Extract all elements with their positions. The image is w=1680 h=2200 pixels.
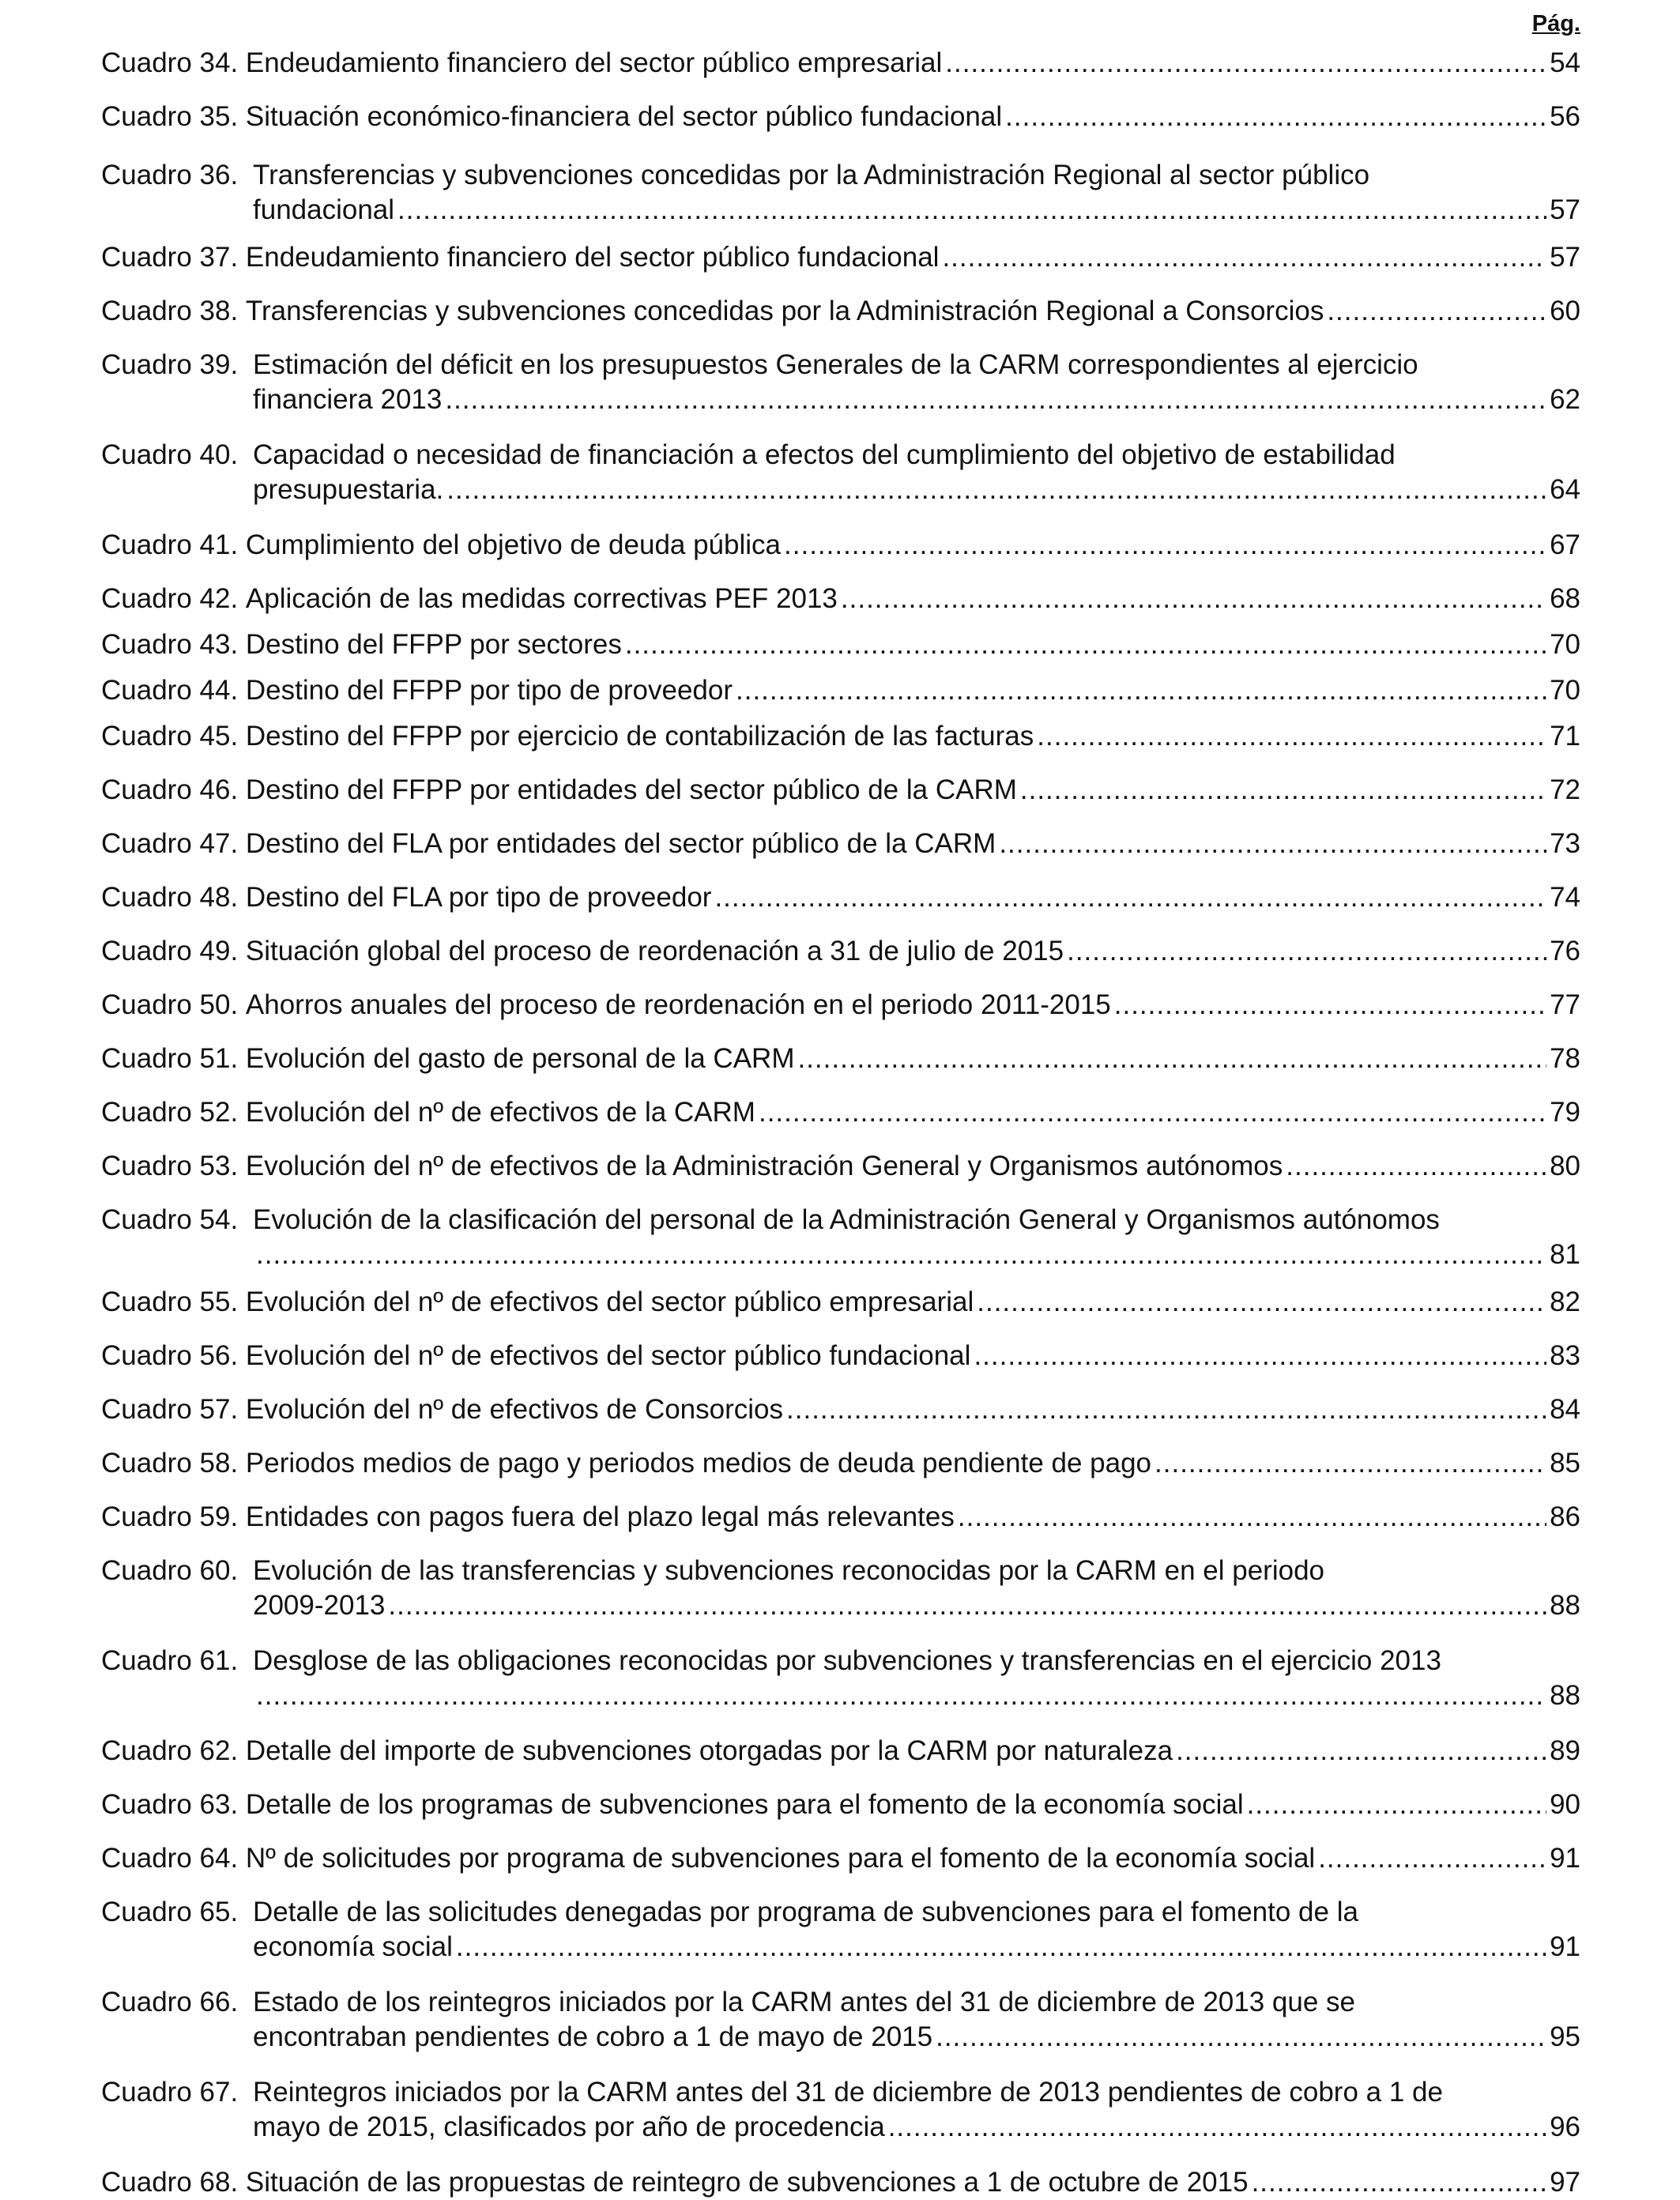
toc-entry-number: Cuadro 38. xyxy=(101,296,239,326)
toc-entry-title: Transferencias y subvenciones concedidas por la Administración Regional al sector público xyxy=(253,160,1370,190)
toc-entry-title: Destino del FFPP por ejercicio de contabilización de las facturas xyxy=(245,721,1034,752)
toc-entry-title: Periodos medios de pago y periodos medios de deuda pendiente de pago xyxy=(245,1448,1152,1479)
toc-entry[interactable] xyxy=(101,438,1580,507)
toc-entry[interactable] xyxy=(101,294,1580,329)
toc-entry-number: Cuadro 49. xyxy=(101,936,239,966)
toc-entry-page: 71 xyxy=(1550,721,1580,752)
toc-entry[interactable] xyxy=(101,773,1580,808)
toc-entry[interactable] xyxy=(101,1203,1580,1272)
toc-entry-number: Cuadro 67. xyxy=(101,2077,239,2108)
dot-leader xyxy=(1155,1446,1546,1481)
dot-leader xyxy=(256,1678,1546,1713)
toc-entry[interactable] xyxy=(101,1788,1580,1822)
dot-leader xyxy=(1020,773,1546,808)
toc-entry[interactable] xyxy=(101,1985,1580,2055)
toc-entry-page: 96 xyxy=(1550,2111,1580,2142)
toc-entry-title: Detalle del importe de subvenciones otorgadas por la CARM por naturaleza xyxy=(245,1735,1173,1766)
dot-leader xyxy=(388,1588,1546,1623)
dot-leader xyxy=(1327,294,1546,329)
dot-leader xyxy=(625,627,1546,662)
toc-entry-title: Situación económico-financiera del sector público fundacional xyxy=(245,101,1003,132)
toc-entry[interactable] xyxy=(101,1392,1580,1427)
toc-entry-number: Cuadro 35. xyxy=(101,101,239,132)
toc-entry-number: Cuadro 52. xyxy=(101,1097,239,1128)
toc-entry[interactable] xyxy=(101,240,1580,275)
toc-entry-title-continued: presupuestaria. xyxy=(253,474,444,505)
dot-leader xyxy=(797,1042,1546,1076)
toc-entry-page: 90 xyxy=(1550,1789,1580,1820)
toc-entry-title: Ahorros anuales del proceso de reordenación en el periodo 2011-2015 xyxy=(245,989,1111,1020)
dot-leader xyxy=(977,1285,1546,1320)
toc-entry-title: Destino del FFPP por tipo de proveedor xyxy=(245,675,733,706)
toc-entry[interactable] xyxy=(101,1095,1580,1130)
dot-leader xyxy=(714,880,1546,915)
dot-leader xyxy=(936,2020,1546,2055)
dot-leader xyxy=(1067,934,1546,969)
dot-leader xyxy=(456,1930,1546,1965)
toc-entry-number: Cuadro 40. xyxy=(101,439,239,470)
toc-entry[interactable] xyxy=(101,988,1580,1023)
dot-leader xyxy=(446,473,1546,507)
dot-leader xyxy=(945,46,1546,81)
toc-entry-page: 82 xyxy=(1550,1286,1580,1317)
dot-leader xyxy=(759,1095,1546,1130)
toc-entry[interactable] xyxy=(101,627,1580,662)
toc-entry-title: Endeudamiento financiero del sector público empresarial xyxy=(245,47,943,78)
toc-entry-page: 64 xyxy=(1550,474,1580,505)
toc-entry-title: Detalle de las solicitudes denegadas por programa de subvenciones para el fomento de la xyxy=(253,1897,1358,1927)
toc-entry-title: Desglose de las obligaciones reconocidas por subvenciones y transferencias en el ejercicio 2013 xyxy=(253,1645,1441,1676)
toc-entry-page: 80 xyxy=(1550,1151,1580,1181)
dot-leader xyxy=(841,582,1546,616)
toc-entry-page: 83 xyxy=(1550,1340,1580,1371)
toc-entry-number: Cuadro 54. xyxy=(101,1204,239,1235)
toc-entry-title: Estimación del déficit en los presupuestos Generales de la CARM correspondientes al ejercicio xyxy=(253,349,1418,380)
toc-entry-title-continued: financiera 2013 xyxy=(253,384,443,415)
dot-leader xyxy=(1247,1788,1546,1822)
toc-entry[interactable] xyxy=(101,348,1580,417)
toc-entry-title: Evolución del nº de efectivos de la Administración General y Organismos autónomos xyxy=(245,1151,1283,1181)
toc-entry-number: Cuadro 39. xyxy=(101,349,239,380)
dot-leader xyxy=(958,1500,1546,1535)
dot-leader xyxy=(1318,1841,1546,1876)
dot-leader xyxy=(1252,2165,1546,2200)
toc-entry[interactable] xyxy=(101,1841,1580,1876)
toc-entry-number: Cuadro 62. xyxy=(101,1735,239,1766)
toc-entry-title: Situación global del proceso de reordenación a 31 de julio de 2015 xyxy=(245,936,1064,966)
toc-entry-page: 86 xyxy=(1550,1501,1580,1532)
toc-entry-number: Cuadro 65. xyxy=(101,1897,239,1927)
toc-entry-page: 91 xyxy=(1550,1931,1580,1962)
toc-entry[interactable] xyxy=(101,1339,1580,1373)
toc-entry[interactable] xyxy=(101,827,1580,861)
toc-entry-page: 70 xyxy=(1550,629,1580,660)
dot-leader xyxy=(1176,1734,1546,1769)
toc-entry-number: Cuadro 46. xyxy=(101,774,239,805)
toc-entry-number: Cuadro 63. xyxy=(101,1789,239,1820)
toc-entry-page: 76 xyxy=(1550,936,1580,966)
toc-entry-title: Reintegros iniciados por la CARM antes del 31 de diciembre de 2013 pendientes de cobro a 1 de xyxy=(253,2077,1443,2108)
toc-entry-page: 72 xyxy=(1550,774,1580,805)
toc-entry-title: Transferencias y subvenciones concedidas por la Administración Regional a Consorcios xyxy=(245,296,1324,326)
toc-entry[interactable] xyxy=(101,1149,1580,1184)
toc-entry[interactable] xyxy=(101,1644,1580,1713)
toc-entry-title-continued: 2009-2013 xyxy=(253,1590,386,1621)
toc-entry-number: Cuadro 55. xyxy=(101,1286,239,1317)
toc-entry-number: Cuadro 37. xyxy=(101,242,239,273)
dot-leader xyxy=(1005,100,1546,134)
toc-entry-page: 88 xyxy=(1550,1680,1580,1711)
dot-leader xyxy=(999,827,1546,861)
toc-entry-number: Cuadro 44. xyxy=(101,675,239,706)
toc-entry-page: 60 xyxy=(1550,296,1580,326)
toc-entry-title: Destino del FLA por entidades del sector público de la CARM xyxy=(245,828,996,859)
toc-entry[interactable] xyxy=(101,1285,1580,1320)
dot-leader xyxy=(445,382,1546,417)
toc-entry-page: 67 xyxy=(1550,529,1580,560)
toc-entry-number: Cuadro 61. xyxy=(101,1645,239,1676)
toc-entry-page: 62 xyxy=(1550,384,1580,415)
toc-entry-title-continued: mayo de 2015, clasificados por año de procedencia xyxy=(253,2111,885,2142)
dot-leader xyxy=(784,528,1546,563)
toc-entry-title: Destino del FFPP por entidades del sector público de la CARM xyxy=(245,774,1017,805)
dot-leader xyxy=(256,1238,1546,1272)
toc-entry-title: Nº de solicitudes por programa de subvenciones para el fomento de la economía social xyxy=(245,1843,1316,1874)
dot-leader xyxy=(786,1392,1546,1427)
toc-entry[interactable] xyxy=(101,934,1580,969)
dot-leader xyxy=(397,193,1546,228)
toc-entry-page: 56 xyxy=(1550,101,1580,132)
toc-entry[interactable] xyxy=(101,1895,1580,1965)
toc-entry-number: Cuadro 43. xyxy=(101,629,239,660)
toc-entry-page: 95 xyxy=(1550,2021,1580,2052)
toc-entry-number: Cuadro 47. xyxy=(101,828,239,859)
toc-entry-title: Evolución de las transferencias y subvenciones reconocidas por la CARM en el periodo xyxy=(253,1555,1325,1586)
toc-entry-title: Entidades con pagos fuera del plazo legal más relevantes xyxy=(245,1501,955,1532)
toc-entry-page: 57 xyxy=(1550,194,1580,225)
toc-entry[interactable] xyxy=(101,2165,1580,2200)
toc-entry-number: Cuadro 59. xyxy=(101,1501,239,1532)
toc-entry-page: 74 xyxy=(1550,882,1580,913)
toc-entry[interactable] xyxy=(101,719,1580,754)
toc-entry-page: 88 xyxy=(1550,1590,1580,1621)
toc-entry-page: 89 xyxy=(1550,1735,1580,1766)
toc-entry-page: 84 xyxy=(1550,1394,1580,1425)
toc-entry-number: Cuadro 45. xyxy=(101,721,239,752)
toc-entry-page: 97 xyxy=(1550,2167,1580,2198)
toc-entry[interactable] xyxy=(101,1446,1580,1481)
toc-entry-number: Cuadro 41. xyxy=(101,529,239,560)
toc-entry-number: Cuadro 64. xyxy=(101,1843,239,1874)
toc-entry-title: Evolución del gasto de personal de la CARM xyxy=(245,1043,795,1074)
toc-entry-title-continued: encontraban pendientes de cobro a 1 de mayo de 2015 xyxy=(253,2021,933,2052)
toc-entry-page: 57 xyxy=(1550,242,1580,273)
toc-entry[interactable] xyxy=(101,1734,1580,1769)
toc-entry-number: Cuadro 48. xyxy=(101,882,239,913)
toc-entry-title: Capacidad o necesidad de financiación a efectos del cumplimiento del objetivo de estabilidad xyxy=(253,439,1396,470)
toc-entry-page: 91 xyxy=(1550,1843,1580,1874)
toc-entry-title: Evolución de la clasificación del personal de la Administración General y Organismos autónomos xyxy=(253,1204,1440,1235)
toc-entry-page: 54 xyxy=(1550,47,1580,78)
dot-leader xyxy=(1286,1149,1546,1184)
toc-entry-number: Cuadro 36. xyxy=(101,160,239,190)
toc-entry-page: 78 xyxy=(1550,1043,1580,1074)
toc-entry-title: Evolución del nº de efectivos del sector público fundacional xyxy=(245,1340,971,1371)
toc-entry-page: 77 xyxy=(1550,989,1580,1020)
toc-entry-page: 73 xyxy=(1550,828,1580,859)
toc-entry[interactable] xyxy=(101,46,1580,81)
toc-entry-number: Cuadro 60. xyxy=(101,1555,239,1586)
toc-entry-number: Cuadro 50. xyxy=(101,989,239,1020)
toc-entry-title: Evolución del nº de efectivos de Consorcios xyxy=(245,1394,784,1425)
toc-entry[interactable] xyxy=(101,528,1580,563)
page-column-header: Pág. xyxy=(1531,11,1580,36)
toc-entry[interactable] xyxy=(101,2075,1580,2145)
toc-entry-number: Cuadro 53. xyxy=(101,1151,239,1181)
document-page xyxy=(101,0,1580,2198)
dot-leader xyxy=(974,1339,1546,1373)
dot-leader xyxy=(736,673,1546,708)
toc-entry[interactable] xyxy=(101,1042,1580,1076)
toc-entry[interactable] xyxy=(101,880,1580,915)
toc-entry-page: 70 xyxy=(1550,675,1580,706)
toc-entry-title-continued: economía social xyxy=(253,1931,453,1962)
dot-leader xyxy=(888,2110,1546,2145)
toc-entry-title: Destino del FLA por tipo de proveedor xyxy=(245,882,712,913)
toc-entry-number: Cuadro 34. xyxy=(101,47,239,78)
toc-entry[interactable] xyxy=(101,673,1580,708)
toc-entry-number: Cuadro 58. xyxy=(101,1448,239,1479)
toc-entry-page: 79 xyxy=(1550,1097,1580,1128)
toc-entry-page: 81 xyxy=(1550,1239,1580,1270)
toc-entry-number: Cuadro 51. xyxy=(101,1043,239,1074)
toc-entry-title: Destino del FFPP por sectores xyxy=(245,629,622,660)
toc-entry-title: Detalle de los programas de subvenciones para el fomento de la economía social xyxy=(245,1789,1244,1820)
toc-entry[interactable] xyxy=(101,1500,1580,1535)
toc-entry-title: Cumplimiento del objetivo de deuda pública xyxy=(245,529,782,560)
toc-entry-title: Evolución del nº de efectivos de la CARM xyxy=(245,1097,755,1128)
toc-entry-number: Cuadro 42. xyxy=(101,583,239,614)
toc-entry-title: Estado de los reintegros iniciados por la CARM antes del 31 de diciembre de 2013 que se xyxy=(253,1987,1355,2017)
toc-entry[interactable] xyxy=(101,158,1580,228)
toc-entry-title-continued: fundacional xyxy=(253,194,395,225)
toc-entry[interactable] xyxy=(101,582,1580,616)
toc-entry-title: Aplicación de las medidas correctivas PEF 2013 xyxy=(245,583,838,614)
toc-entry-title: Situación de las propuestas de reintegro de subvenciones a 1 de octubre de 2015 xyxy=(245,2167,1249,2198)
toc-entry-number: Cuadro 66. xyxy=(101,1987,239,2017)
toc-entry-number: Cuadro 57. xyxy=(101,1394,239,1425)
toc-entry[interactable] xyxy=(101,100,1580,134)
dot-leader xyxy=(1114,988,1546,1023)
dot-leader xyxy=(942,240,1546,275)
dot-leader xyxy=(1037,719,1546,754)
toc-entry-page: 68 xyxy=(1550,583,1580,614)
toc-entry-number: Cuadro 56. xyxy=(101,1340,239,1371)
toc-entry-title: Endeudamiento financiero del sector público fundacional xyxy=(245,242,940,273)
toc-entry-page: 85 xyxy=(1550,1448,1580,1479)
toc-entry-title: Evolución del nº de efectivos del sector público empresarial xyxy=(245,1286,974,1317)
toc-entry-number: Cuadro 68. xyxy=(101,2167,239,2198)
toc-entry[interactable] xyxy=(101,1554,1580,1623)
